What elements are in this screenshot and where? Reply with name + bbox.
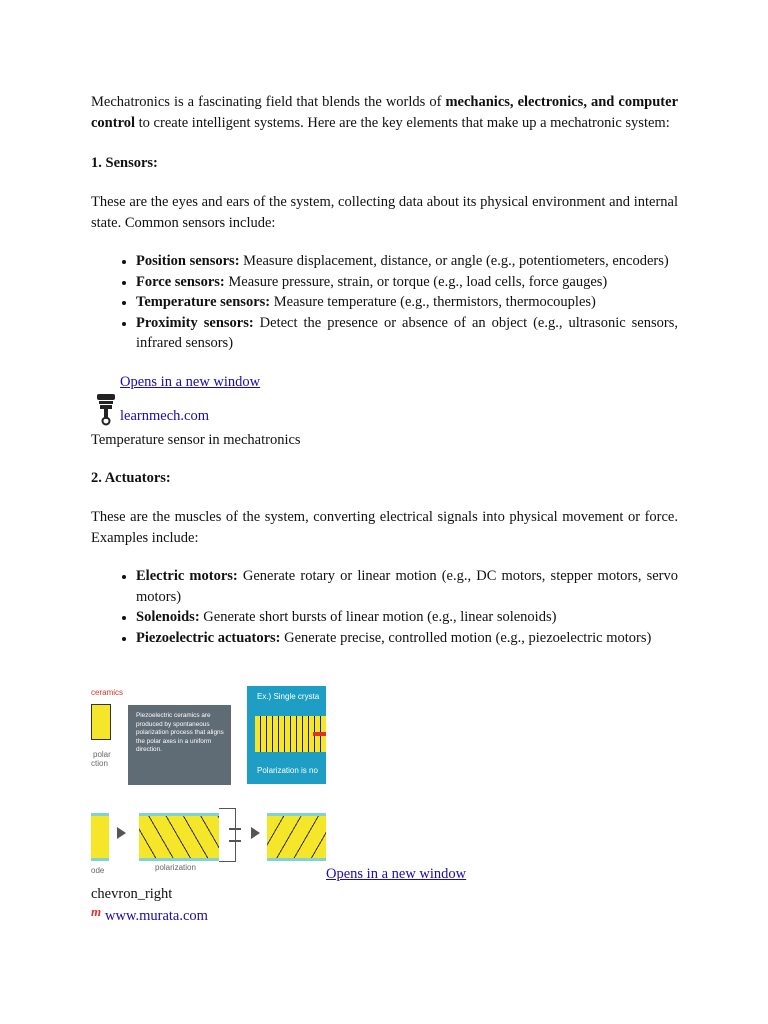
actuators-description: These are the muscles of the system, converting electrical signals into physical movement or force. Examples include: xyxy=(91,509,678,546)
sensors-heading: 1. Sensors: xyxy=(91,155,158,171)
source-link[interactable]: www.murata.com xyxy=(105,908,208,924)
figure-label-ceramics: ceramics xyxy=(91,688,124,697)
arrow-icon xyxy=(251,827,260,839)
list-item: • Temperature sensors: Measure temperature (e.g., thermistors, thermocouples) xyxy=(136,292,678,313)
battery-icon xyxy=(229,828,241,842)
chevron-right-label: chevron_right xyxy=(91,886,173,902)
arrow-icon xyxy=(117,827,126,839)
list-item: • Position sensors: Measure displacement, distance, or angle (e.g., potentiometers, encoders) xyxy=(136,251,678,272)
image-caption: Temperature sensor in mechatronics xyxy=(91,431,301,448)
sensors-description: These are the eyes and ears of the system, collecting data about its physical environment and internal state. Common sensors include: xyxy=(91,194,678,231)
figure-label-ction: ction xyxy=(91,759,108,768)
document-body xyxy=(91,92,678,648)
ceramic-stage xyxy=(267,813,326,861)
single-crystal-panel: Ex.) Single crysta Polarization is no xyxy=(247,686,326,784)
explanation-box: Piezoelectric ceramics are produced by spontaneous polarization process that aligns the polar axes in a uniform direction. xyxy=(128,705,231,785)
ceramic-stage xyxy=(91,813,109,861)
figure-label-polar: polar xyxy=(93,750,111,759)
intro-text-end: to create intelligent systems. Here are the key elements that make up a mechatronic system: xyxy=(135,114,670,131)
intro-paragraph xyxy=(91,92,678,133)
intro-bold: mechanics, electronics, and computer control xyxy=(91,94,679,131)
list-item: • Piezoelectric actuators: Generate precise, controlled motion (e.g., piezoelectric motors) xyxy=(136,628,678,649)
list-item: • Solenoids: Generate short bursts of linear motion (e.g., linear solenoids) xyxy=(136,607,678,628)
murata-logo-icon: m xyxy=(91,904,102,919)
open-new-window-link[interactable]: Opens in a new window xyxy=(326,866,467,882)
piston-icon xyxy=(95,392,117,426)
actuators-list xyxy=(91,566,678,648)
open-new-window-link[interactable]: Opens in a new window xyxy=(120,373,261,390)
figure-label-polarization: polarization xyxy=(155,863,196,872)
list-item: • Proximity sensors: Detect the presence or absence of an object (e.g., ultrasonic sensors, infrared sensors) xyxy=(136,313,678,354)
sensors-list xyxy=(91,251,678,354)
list-item: • Force sensors: Measure pressure, strain, or torque (e.g., load cells, force gauges) xyxy=(136,272,678,293)
piezoelectric-figure xyxy=(91,686,326,878)
figure-label-ode: ode xyxy=(91,866,105,875)
list-item: • Electric motors: Generate rotary or linear motion (e.g., DC motors, stepper motors, servo motors) xyxy=(136,566,678,607)
actuators-heading: 2. Actuators: xyxy=(91,470,171,486)
intro-text: Mechatronics is a fascinating field that blends the worlds of xyxy=(91,94,446,110)
ceramic-block xyxy=(91,704,111,740)
source-link[interactable]: learnmech.com xyxy=(120,407,209,424)
ceramic-stage xyxy=(139,813,219,861)
